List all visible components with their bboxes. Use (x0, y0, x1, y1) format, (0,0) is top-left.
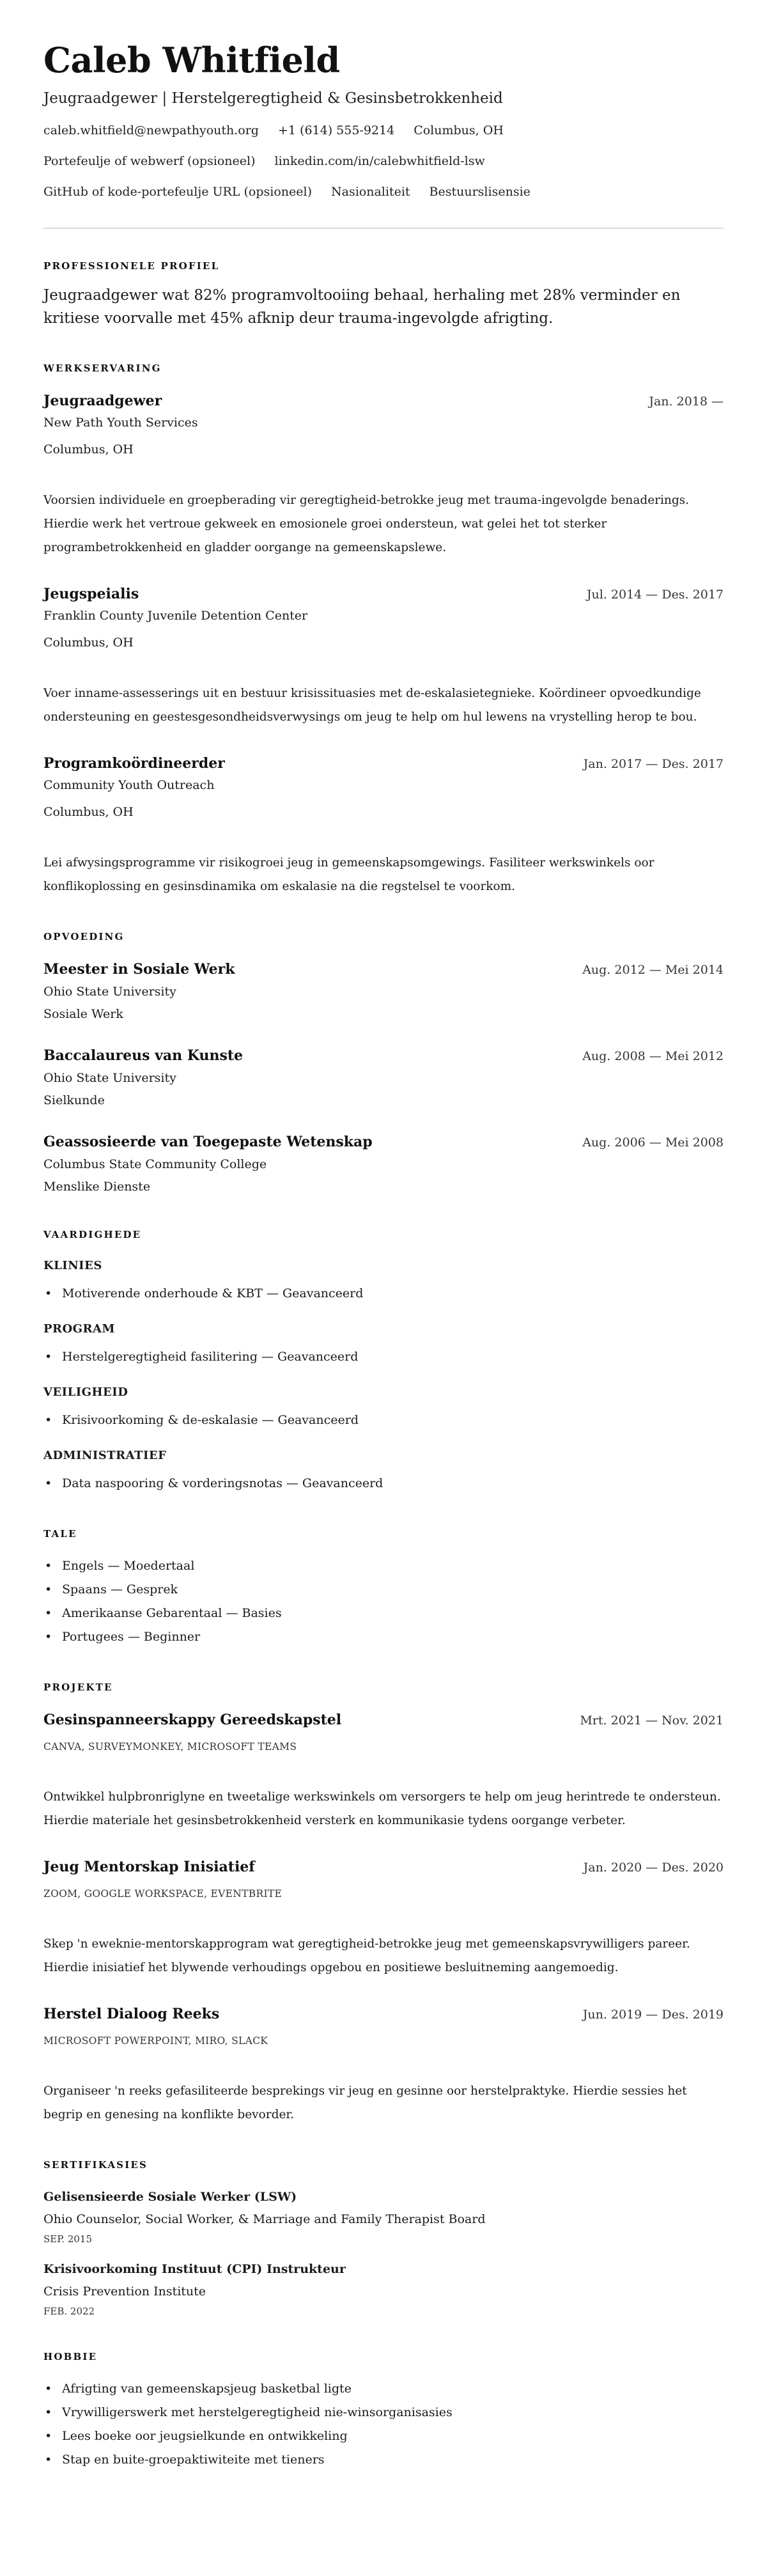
profile-summary: Jeugraadgewer wat 82% programvoltooiing behaal, herhaling met 28% verminder en kritiese voorvalle met 45% afknip deur trauma-ingevolgde afrigting. (43, 287, 681, 327)
section-heading: TALE (43, 1528, 77, 1540)
skill-item: • Motiverende onderhoude & KBT — Geavanceerd (43, 1282, 724, 1306)
skill-item: • Krisivoorkoming & de-eskalasie — Geavanceerd (43, 1409, 724, 1432)
section-heading: PROFESSIONELE PROFIEL (43, 260, 220, 272)
education-section (43, 930, 724, 1196)
contact-row (43, 121, 724, 139)
school: Columbus State Community College (43, 1157, 267, 1171)
job-description: Voorsien individuele en groepberading vir geregtigheid-betrokke jeug met trauma-ingevolgde benaderings. Hierdie werk het vertroue gekweek en emosionele groei ondersteun, wat gelei het tot sterker programbetrokkenheid en gladder oorgange na gemeenskapslewe. (43, 494, 690, 554)
certification-date: FEB. 2022 (43, 2306, 95, 2317)
skill-list (43, 1472, 724, 1495)
education-entry (43, 1046, 724, 1110)
certification-name: Krisivoorkoming Instituut (CPI) Instrukteur (43, 2262, 346, 2276)
field-of-study: Sielkunde (43, 1093, 105, 1107)
skill-list (43, 1409, 724, 1432)
project-tools: ZOOM, GOOGLE WORKSPACE, EVENTBRITE (43, 1888, 283, 1900)
github-link[interactable]: GitHub of kode-portefeulje URL (opsioneel) (43, 185, 312, 199)
header-divider (43, 228, 724, 229)
job-title: Programkoördineerder (43, 755, 225, 772)
degree: Geassosieerde van Toegepaste Wetenskap (43, 1134, 373, 1150)
nationality: Nasionaliteit (331, 185, 410, 199)
education-dates: Aug. 2006 — Mei 2008 (582, 1136, 724, 1150)
job-location: Columbus, OH (43, 805, 134, 819)
certifications-section (43, 2158, 724, 2318)
section-heading: WERKSERVARING (43, 363, 162, 374)
profile-section (43, 260, 724, 330)
job-entry (43, 391, 724, 559)
project-entry (43, 1857, 724, 1979)
project-description: Skep 'n eweknie-mentorskapprogram wat geregtigheid-betrokke jeug met gemeenskapsvrywilligers pareer. Hierdie inisiatief het blywende verhoudings opgebou en positiewe besluitneming aangemoedig. (43, 1937, 690, 1974)
language-item: • Amerikaanse Gebarentaal — Basies (43, 1602, 724, 1625)
job-dates: Jan. 2018 — (649, 394, 724, 409)
degree: Baccalaureus van Kunste (43, 1047, 243, 1064)
certification-issuer: Crisis Prevention Institute (43, 2284, 206, 2299)
section-heading: HOBBIE (43, 2351, 98, 2362)
project-name: Herstel Dialoog Reeks (43, 2006, 220, 2022)
degree: Meester in Sosiale Werk (43, 961, 235, 978)
drivers-license: Bestuurslisensie (429, 185, 531, 199)
contact-row (43, 183, 724, 201)
skill-list (43, 1282, 724, 1306)
project-description: Organiseer 'n reeks gefasiliteerde besprekings vir jeug en gesinne oor herstelpraktyke. Hierdie sessies het begrip en genesing na konflikte bevorder. (43, 2084, 687, 2121)
portfolio-link[interactable]: Portefeulje of webwerf (opsioneel) (43, 154, 256, 168)
skill-list (43, 1345, 724, 1369)
language-item: • Spaans — Gesprek (43, 1578, 724, 1602)
project-description: Ontwikkel hulpbronriglyne en tweetalige werkswinkels om versorgers te help om jeug herintrede te ondersteun. Hierdie materiale het gesinsbetrokkenheid versterk en kommunikasie tydens oorgange verbeter. (43, 1790, 721, 1827)
email-link[interactable]: caleb.whitfield@newpathyouth.org (43, 123, 259, 137)
job-dates: Jul. 2014 — Des. 2017 (586, 588, 724, 602)
education-entry (43, 960, 724, 1024)
resume-header (43, 40, 724, 201)
job-entry (43, 584, 724, 729)
hobby-list (43, 2377, 724, 2472)
field-of-study: Sosiale Werk (43, 1007, 123, 1021)
project-dates: Jun. 2019 — Des. 2019 (582, 2008, 724, 2022)
candidate-name: Caleb Whitfield (43, 40, 340, 81)
school: Ohio State University (43, 985, 176, 999)
project-entry (43, 2004, 724, 2127)
section-heading: VAARDIGHEDE (43, 1229, 142, 1240)
skill-item: • Data naspooring & vorderingsnotas — Geavanceerd (43, 1472, 724, 1495)
languages-section (43, 1527, 724, 1649)
project-dates: Mrt. 2021 — Nov. 2021 (580, 1713, 724, 1728)
job-dates: Jan. 2017 — Des. 2017 (583, 757, 724, 771)
hobby-item: • Vrywilligerswerk met herstelgeregtigheid nie-winsorganisasies (43, 2401, 724, 2424)
job-company: New Path Youth Services (43, 416, 198, 430)
job-title: Jeugspeialis (43, 586, 139, 602)
education-entry (43, 1132, 724, 1196)
education-dates: Aug. 2008 — Mei 2012 (582, 1049, 724, 1063)
skills-section (43, 1228, 724, 1495)
job-title: Jeugraadgewer (43, 393, 162, 409)
project-name: Gesinspanneerskappy Gereedskapstel (43, 1712, 342, 1728)
certification-issuer: Ohio Counselor, Social Worker, & Marriage and Family Therapist Board (43, 2212, 486, 2226)
field-of-study: Menslike Dienste (43, 1180, 151, 1194)
school: Ohio State University (43, 1071, 176, 1085)
headline: Jeugraadgewer | Herstelgeregtigheid & Gesinsbetrokkenheid (43, 90, 503, 107)
contact-row (43, 152, 724, 170)
project-tools: CANVA, SURVEYMONKEY, MICROSOFT TEAMS (43, 1741, 297, 1752)
language-item: • Portugees — Beginner (43, 1625, 724, 1649)
job-description: Voer inname-assesserings uit en bestuur krisissituasies met de-eskalasietegnieke. Koördineer opvoedkundige ondersteuning en geestesgesondheidsverwysings om jeug te help om hul lewens na vrystelling herop te bou. (43, 687, 701, 724)
skill-category: PROGRAM (43, 1322, 115, 1336)
skill-category: VEILIGHEID (43, 1386, 128, 1399)
hobby-item: • Lees boeke oor jeugsielkunde en ontwikkeling (43, 2424, 724, 2448)
project-dates: Jan. 2020 — Des. 2020 (583, 1861, 724, 1875)
project-name: Jeug Mentorskap Inisiatief (43, 1859, 255, 1875)
language-list (43, 1554, 724, 1649)
hobby-item: • Afrigting van gemeenskapsjeug basketbal ligte (43, 2377, 724, 2401)
job-location: Columbus, OH (43, 442, 134, 457)
project-tools: MICROSOFT POWERPOINT, MIRO, SLACK (43, 2035, 268, 2047)
language-item: • Engels — Moedertaal (43, 1554, 724, 1578)
certification-entry (43, 2188, 724, 2246)
job-location: Columbus, OH (43, 636, 134, 650)
experience-section (43, 362, 724, 898)
hobbies-section (43, 2350, 724, 2472)
skill-category: ADMINISTRATIEF (43, 1449, 167, 1462)
certification-entry (43, 2260, 724, 2318)
certification-date: SEP. 2015 (43, 2233, 92, 2245)
job-company: Community Youth Outreach (43, 778, 215, 792)
section-heading: PROJEKTE (43, 1682, 113, 1693)
projects-section (43, 1681, 724, 2127)
job-entry (43, 754, 724, 898)
section-heading: OPVOEDING (43, 931, 125, 942)
phone[interactable]: +1 (614) 555-9214 (277, 123, 395, 137)
linkedin-link[interactable]: linkedin.com/in/calebwhitfield-lsw (274, 154, 485, 168)
project-entry (43, 1710, 724, 1832)
job-description: Lei afwysingsprogramme vir risikogroei jeug in gemeenskapsomgewings. Fasiliteer werkswinkels oor konflikoplossing en gesinsdinamika om eskalasie na die regstelsel te voorkom. (43, 856, 655, 893)
skill-item: • Herstelgeregtigheid fasilitering — Geavanceerd (43, 1345, 724, 1369)
location: Columbus, OH (414, 123, 504, 137)
section-heading: SERTIFIKASIES (43, 2159, 148, 2171)
education-dates: Aug. 2012 — Mei 2014 (582, 963, 724, 977)
job-company: Franklin County Juvenile Detention Center (43, 609, 308, 623)
skill-category: KLINIES (43, 1259, 102, 1272)
certification-name: Gelisensieerde Sosiale Werker (LSW) (43, 2190, 297, 2204)
hobby-item: • Stap en buite-groepaktiwiteite met tieners (43, 2448, 724, 2472)
